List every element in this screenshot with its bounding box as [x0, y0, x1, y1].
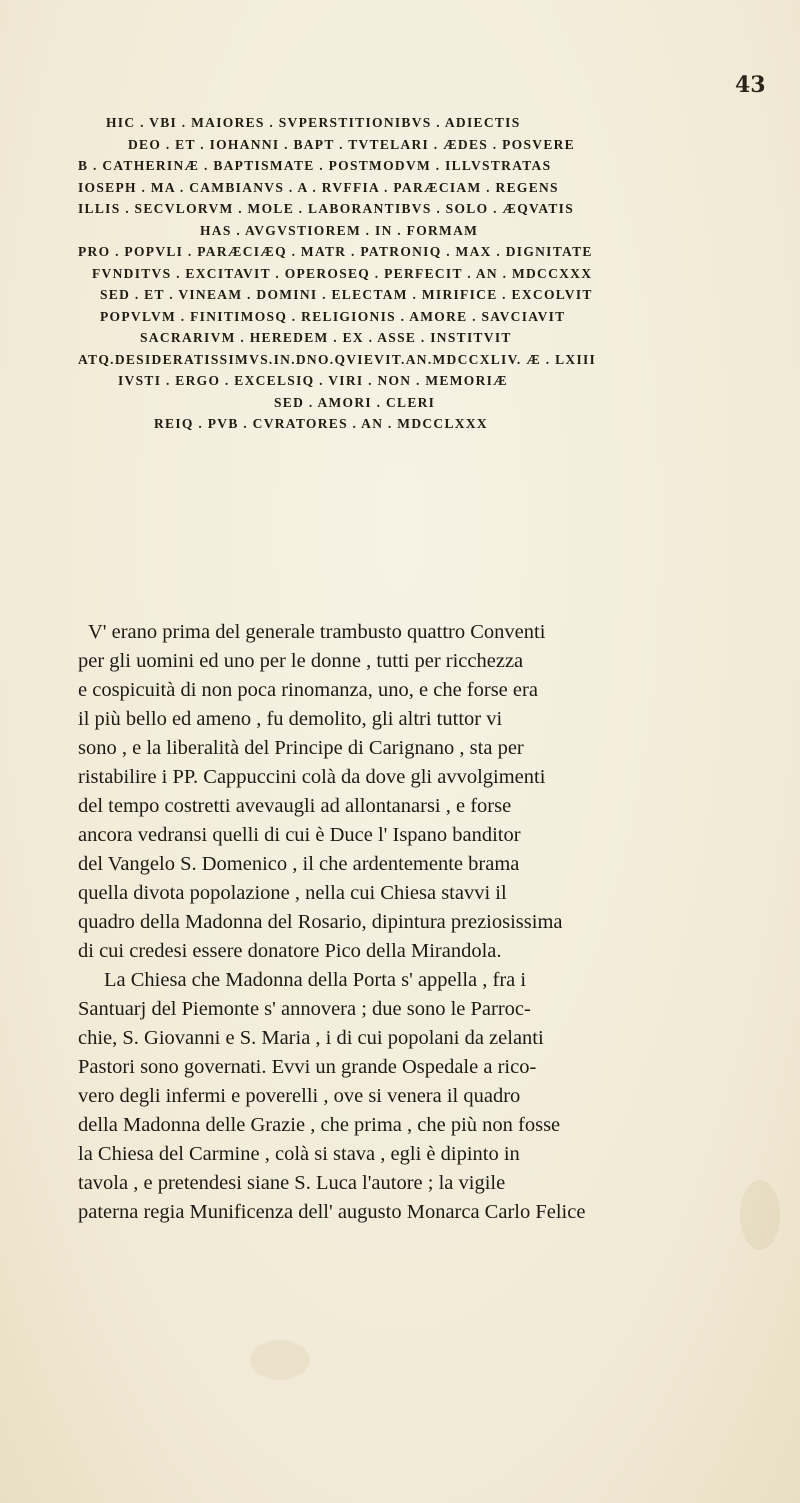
inscription-line: POPVLVM . FINITIMOSQ . RELIGIONIS . AMORE . SAVCIAVIT	[100, 308, 566, 324]
inscription-line: SED . AMORI . CLERI	[274, 394, 436, 410]
text-line: del Vangelo S. Domenico , il che ardentemente brama	[78, 853, 520, 875]
text-line: paterna regia Munificenza dell' augusto Monarca Carlo Felice	[78, 1201, 586, 1223]
inscription-line: REIQ . PVB . CVRATORES . AN . MDCCLXXX	[154, 416, 488, 431]
text-line: e cospicuità di non poca rinomanza, uno, e che forse era	[78, 679, 538, 701]
text-line: per gli uomini ed uno per le donne , tutti per ricchezza	[78, 650, 524, 672]
inscription-line: IVSTI . ERGO . EXCELSIQ . VIRI . NON . MEMORIÆ	[118, 373, 508, 388]
text-line: La Chiesa che Madonna della Porta s' appella , fra i	[104, 969, 527, 991]
paper-stain	[250, 1340, 310, 1380]
inscription-line: ILLIS . SECVLORVM . MOLE . LABORANTIBVS . SOLO . ÆQVATIS	[78, 201, 575, 216]
text-line: della Madonna delle Grazie , che prima , che più non fosse	[78, 1114, 561, 1136]
text-line: la Chiesa del Carmine , colà si stava , egli è dipinto in	[78, 1143, 520, 1165]
inscription-line: ATQ.DESIDERATISSIMVS.IN.DNO.QVIEVIT.AN.MDCCXLIV. Æ . LXIII	[78, 351, 597, 367]
latin-inscription	[78, 112, 758, 435]
text-line: vero degli infermi e poverelli , ove si venera il quadro	[78, 1085, 521, 1107]
page-number: 43	[735, 72, 766, 98]
text-line: il più bello ed ameno , fu demolito, gli altri tuttor vi	[78, 708, 503, 730]
text-line: ristabilire i PP. Cappuccini colà da dove gli avvolgimenti	[78, 766, 546, 788]
inscription-line: PRO . POPVLI . PARÆCIÆQ . MATR . PATRONIQ . MAX . DIGNITATE	[78, 244, 593, 259]
body-paragraphs	[78, 618, 748, 1227]
text-line: Santuarj del Piemonte s' annovera ; due sono le Parroc-	[78, 998, 531, 1020]
inscription-line: SACRARIVM . HEREDEM . EX . ASSE . INSTITVIT	[140, 330, 512, 345]
text-line: quella divota popolazione , nella cui Chiesa stavvi il	[78, 882, 507, 904]
text-line: tavola , e pretendesi siane S. Luca l'autore ; la vigile	[78, 1172, 506, 1194]
text-line: ancora vedransi quelli di cui è Duce l' Ispano banditor	[78, 824, 521, 846]
inscription-line: SED . ET . VINEAM . DOMINI . ELECTAM . MIRIFICE . EXCOLVIT	[100, 287, 593, 302]
inscription-line: HIC . VBI . MAIORES . SVPERSTITIONIBVS . ADIECTIS	[106, 115, 521, 130]
text-line: del tempo costretti avevaugli ad allontanarsi , e forse	[78, 795, 512, 817]
text-line: Pastori sono governati. Evvi un grande Ospedale a rico-	[78, 1056, 537, 1078]
inscription-line: FVNDITVS . EXCITAVIT . OPEROSEQ . PERFECIT . AN . MDCCXXX	[92, 265, 593, 281]
text-line: quadro della Madonna del Rosario, dipintura preziosissima	[78, 911, 563, 933]
inscription-line: HAS . AVGVSTIOREM . IN . FORMAM	[200, 222, 479, 238]
text-line: sono , e la liberalità del Principe di Carignano , sta per	[78, 737, 524, 759]
inscription-line: IOSEPH . MA . CAMBIANVS . A . RVFFIA . PARÆCIAM . REGENS	[78, 179, 559, 195]
text-line: V' erano prima del generale trambusto quattro Conventi	[88, 621, 546, 643]
inscription-line: DEO . ET . IOHANNI . BAPT . TVTELARI . ÆDES . POSVERE	[128, 136, 575, 152]
text-line: chie, S. Giovanni e S. Maria , i di cui popolani da zelanti	[78, 1027, 544, 1049]
inscription-line: B . CATHERINÆ . BAPTISMATE . POSTMODVM . ILLVSTRATAS	[78, 158, 552, 173]
text-line: di cui credesi essere donatore Pico della Mirandola.	[78, 940, 502, 962]
